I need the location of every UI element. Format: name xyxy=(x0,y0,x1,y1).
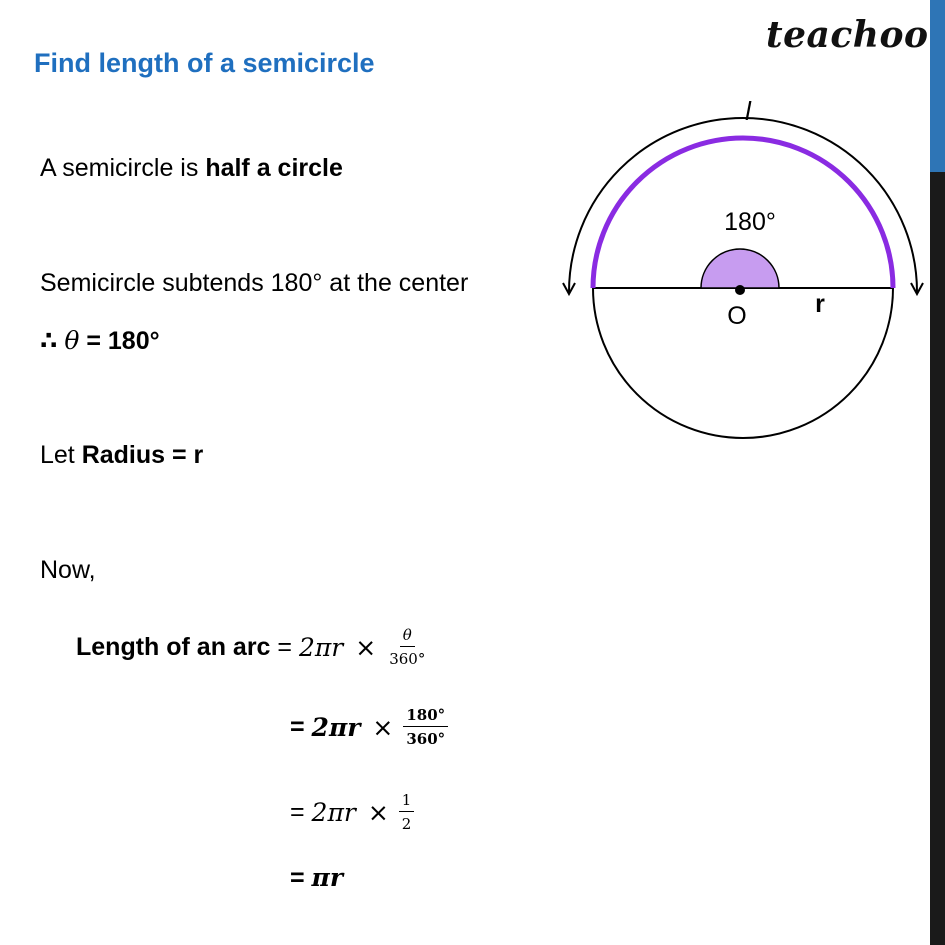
therefore-symbol: ∴ xyxy=(40,327,65,355)
formula-step-2 xyxy=(290,706,448,748)
one-half xyxy=(399,791,415,833)
180-over-360 xyxy=(403,706,448,748)
now-line: Now, xyxy=(40,556,96,584)
two-pi-r: 2πr xyxy=(311,797,356,827)
frac-numerator: 1 xyxy=(399,791,415,812)
frac-numerator: θ xyxy=(400,626,415,647)
teachoo-logo: teachoo xyxy=(766,14,929,56)
two-pi-r-bold: 2πr xyxy=(311,712,361,742)
center-dot xyxy=(735,285,745,295)
times-sign: × xyxy=(355,632,377,662)
frac-denominator: 360° xyxy=(389,650,426,668)
frac-denominator: 360° xyxy=(406,730,446,748)
angle-label: 180° xyxy=(724,208,776,236)
definition-text: A semicircle is xyxy=(40,154,206,182)
pi-r-result: πr xyxy=(311,863,344,892)
angle-sector xyxy=(701,249,779,288)
formula-step-1 xyxy=(76,626,428,668)
definition-line xyxy=(40,154,343,183)
subtends-line: Semicircle subtends 180° at the center xyxy=(40,269,469,297)
arc-label-l: l xyxy=(745,96,751,126)
equals-sign: = xyxy=(290,864,312,892)
equals-sign: = xyxy=(270,632,299,661)
radius-label-r: r xyxy=(815,290,825,318)
frac-numerator: 180° xyxy=(403,706,448,727)
center-label-o: O xyxy=(727,302,747,330)
times-sign: × xyxy=(367,797,389,827)
radius-line xyxy=(40,441,203,470)
theta-line xyxy=(40,326,160,356)
theta-symbol: θ xyxy=(64,326,80,355)
equals-sign: = xyxy=(290,797,312,826)
theta-over-360 xyxy=(386,626,428,668)
radius-pre: Let xyxy=(40,441,82,469)
two-pi-r: 2πr xyxy=(298,632,344,662)
equals-sign: = xyxy=(290,712,312,741)
formula-step-4 xyxy=(290,863,343,893)
right-accent-strip xyxy=(930,0,945,172)
frac-denominator: 2 xyxy=(401,815,412,833)
radius-bold: Radius = r xyxy=(81,441,204,469)
page-title: Find length of a semicircle xyxy=(34,48,375,78)
arc-length-label: Length of an arc xyxy=(76,632,271,661)
times-sign: × xyxy=(372,712,394,742)
theta-value: = 180° xyxy=(79,327,160,355)
definition-bold: half a circle xyxy=(205,154,343,182)
formula-step-3 xyxy=(290,791,414,833)
semicircle-diagram xyxy=(545,90,925,450)
